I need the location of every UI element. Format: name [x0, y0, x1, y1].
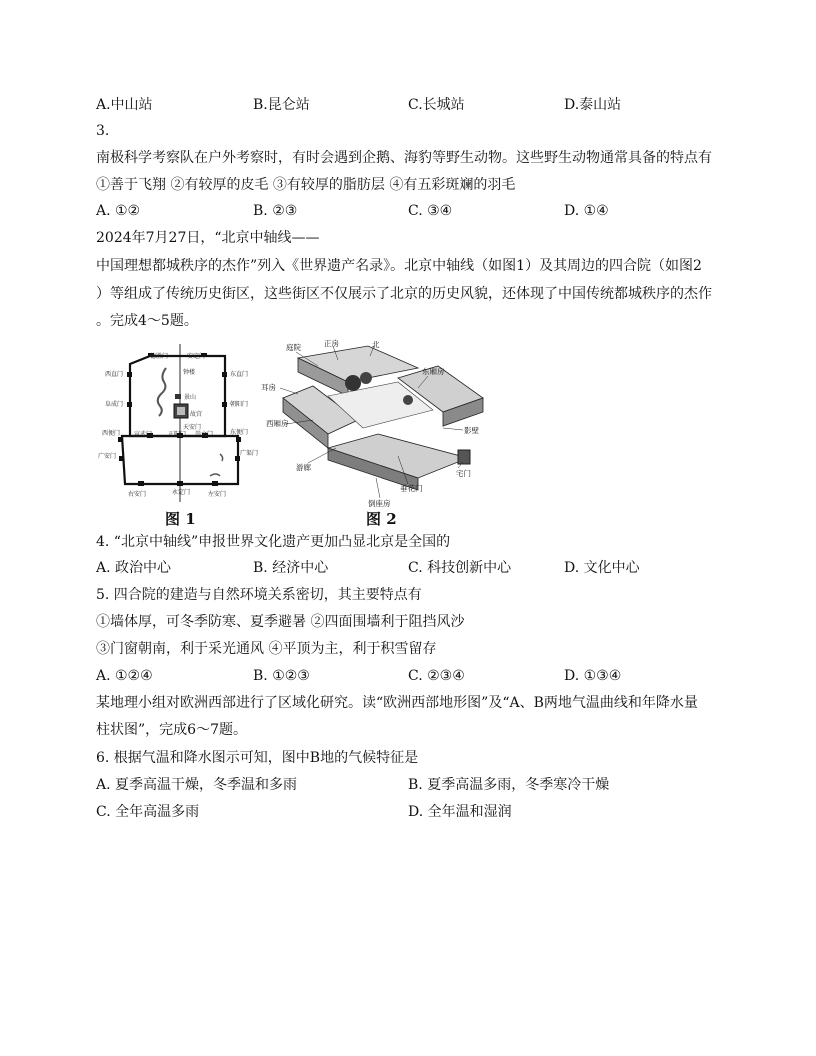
figure2-caption: 图 2 — [366, 510, 397, 528]
passage45-line1: 2024年7月27日，“北京中轴线—— — [96, 230, 320, 246]
q6-option-b[interactable]: B. 夏季高温多雨，冬季寒冷干燥 — [408, 777, 610, 793]
q3-statements: ①善于飞翔 ②有较厚的皮毛 ③有较厚的脂肪层 ④有五彩斑斓的羽毛 — [96, 177, 516, 193]
label-chongwenmen: 崇文门 — [195, 431, 214, 438]
q3-option-c[interactable]: C. ③④ — [408, 203, 453, 219]
siheyuan-illustration — [258, 338, 503, 510]
label-dongxiangfang: 东厢房 — [422, 367, 445, 376]
q4-option-b[interactable]: B. 经济中心 — [253, 560, 329, 576]
label-daozuofang: 倒座房 — [368, 499, 391, 508]
label-yingbi: 影壁 — [464, 426, 479, 435]
q2-option-c[interactable]: C.长城站 — [408, 97, 465, 113]
label-erfang: 耳房 — [261, 383, 276, 392]
q3-stem: 南极科学考察队在户外考察时，有时会遇到企鹅、海豹等野生动物。这些野生动物通常具备的特点有 — [96, 150, 712, 166]
q2-option-a[interactable]: A.中山站 — [96, 97, 153, 113]
label-xuanwumen: 宣武门 — [134, 431, 153, 438]
label-xixiangfang: 西厢房 — [266, 419, 289, 428]
q5-stem: 5. 四合院的建造与自然环境关系密切，其主要特点有 — [96, 587, 422, 603]
label-zhengfang: 正房 — [324, 339, 339, 348]
passage67-line1: 某地理小组对欧洲西部进行了区域化研究。读“欧洲西部地形图”及“A、B两地气温曲线和年降水量 — [96, 695, 698, 711]
label-jingshan: 景山 — [184, 394, 197, 401]
label-tingyuan: 庭院 — [286, 343, 301, 352]
figure1-caption: 图 1 — [165, 510, 196, 528]
q5-option-d[interactable]: D. ①③④ — [564, 668, 622, 684]
label-zhonglou: 钟楼 — [183, 369, 196, 376]
q3-option-d[interactable]: D. ①④ — [564, 203, 609, 219]
label-guanganmen: 广安门 — [98, 453, 117, 460]
label-youanmen: 右安门 — [128, 491, 147, 498]
q2-options — [96, 95, 736, 115]
q3-option-b[interactable]: B. ②③ — [253, 203, 298, 219]
label-tiananmen: 天安门 — [183, 424, 202, 431]
q4-option-c[interactable]: C. 科技创新中心 — [408, 560, 512, 576]
q6-options-row1 — [96, 775, 736, 795]
q6-stem: 6. 根据气温和降水图示可知，图中B地的气候特征是 — [96, 750, 419, 766]
label-gugong: 故宫 — [190, 411, 203, 418]
label-xibianmen: 西便门 — [102, 430, 121, 437]
q2-option-b[interactable]: B.昆仑站 — [253, 97, 310, 113]
passage45-line4: 。完成4～5题。 — [96, 313, 198, 329]
q6-option-a[interactable]: A. 夏季高温干燥，冬季温和多雨 — [96, 777, 298, 793]
q5-statement1: ①墙体厚，可冬季防寒、夏季避暑 ②四面围墙利于阻挡风沙 — [96, 614, 465, 630]
q4-options — [96, 558, 736, 578]
label-zhengyangmen: 正阳门 — [168, 431, 187, 438]
label-yongdingmen: 永定门 — [172, 489, 191, 496]
passage67-line2: 柱状图”，完成6～7题。 — [96, 722, 247, 738]
q5-option-b[interactable]: B. ①②③ — [253, 668, 310, 684]
q6-options-row2 — [96, 802, 736, 822]
label-guangqumen: 广渠门 — [240, 450, 259, 457]
q5-option-a[interactable]: A. ①②④ — [96, 668, 153, 684]
q4-option-a[interactable]: A. 政治中心 — [96, 560, 172, 576]
q5-options — [96, 666, 736, 686]
label-youlang: 游廊 — [296, 463, 311, 472]
label-deshengmen: 德胜门 — [150, 353, 169, 360]
figure2-courtyard — [258, 338, 503, 510]
label-chuihuamen: 垂花门 — [400, 484, 423, 493]
label-dongzhimen: 东直门 — [230, 371, 249, 378]
q3-options — [96, 201, 736, 221]
q4-stem: 4. “北京中轴线”申报世界文化遗产更加凸显北京是全国的 — [96, 534, 451, 550]
label-chaoyangmen: 朝阳门 — [230, 401, 249, 408]
label-andingmen: 安定门 — [187, 353, 206, 360]
label-xizhimen: 西直门 — [105, 371, 124, 378]
label-north: 北 — [372, 340, 380, 349]
q6-option-d[interactable]: D. 全年温和湿润 — [408, 804, 512, 820]
passage45-line3: ）等组成了传统历史街区，这些街区不仅展示了北京的历史风貌，还体现了中国传统都城秩序的杰作 — [96, 286, 712, 302]
q6-option-c[interactable]: C. 全年高温多雨 — [96, 804, 200, 820]
label-dongbianmen: 东便门 — [230, 429, 249, 436]
label-zuoanmen: 左安门 — [208, 491, 227, 498]
q3-number: 3. — [96, 123, 110, 139]
q2-option-d[interactable]: D.泰山站 — [564, 97, 622, 113]
q5-statement2: ③门窗朝南，利于采光通风 ④平顶为主，利于积雪留存 — [96, 641, 437, 657]
label-zhaimen: 宅门 — [456, 469, 471, 478]
q3-option-a[interactable]: A. ①② — [96, 203, 141, 219]
q5-option-c[interactable]: C. ②③④ — [408, 668, 465, 684]
label-fuchengmen: 阜成门 — [105, 401, 124, 408]
beijing-axis-map — [90, 344, 260, 510]
figure1-map — [90, 344, 260, 510]
passage45-line2: 中国理想都城秩序的杰作”列入《世界遗产名录》。北京中轴线（如图1）及其周边的四合院（如图2 — [96, 258, 702, 274]
q4-option-d[interactable]: D. 文化中心 — [564, 560, 640, 576]
